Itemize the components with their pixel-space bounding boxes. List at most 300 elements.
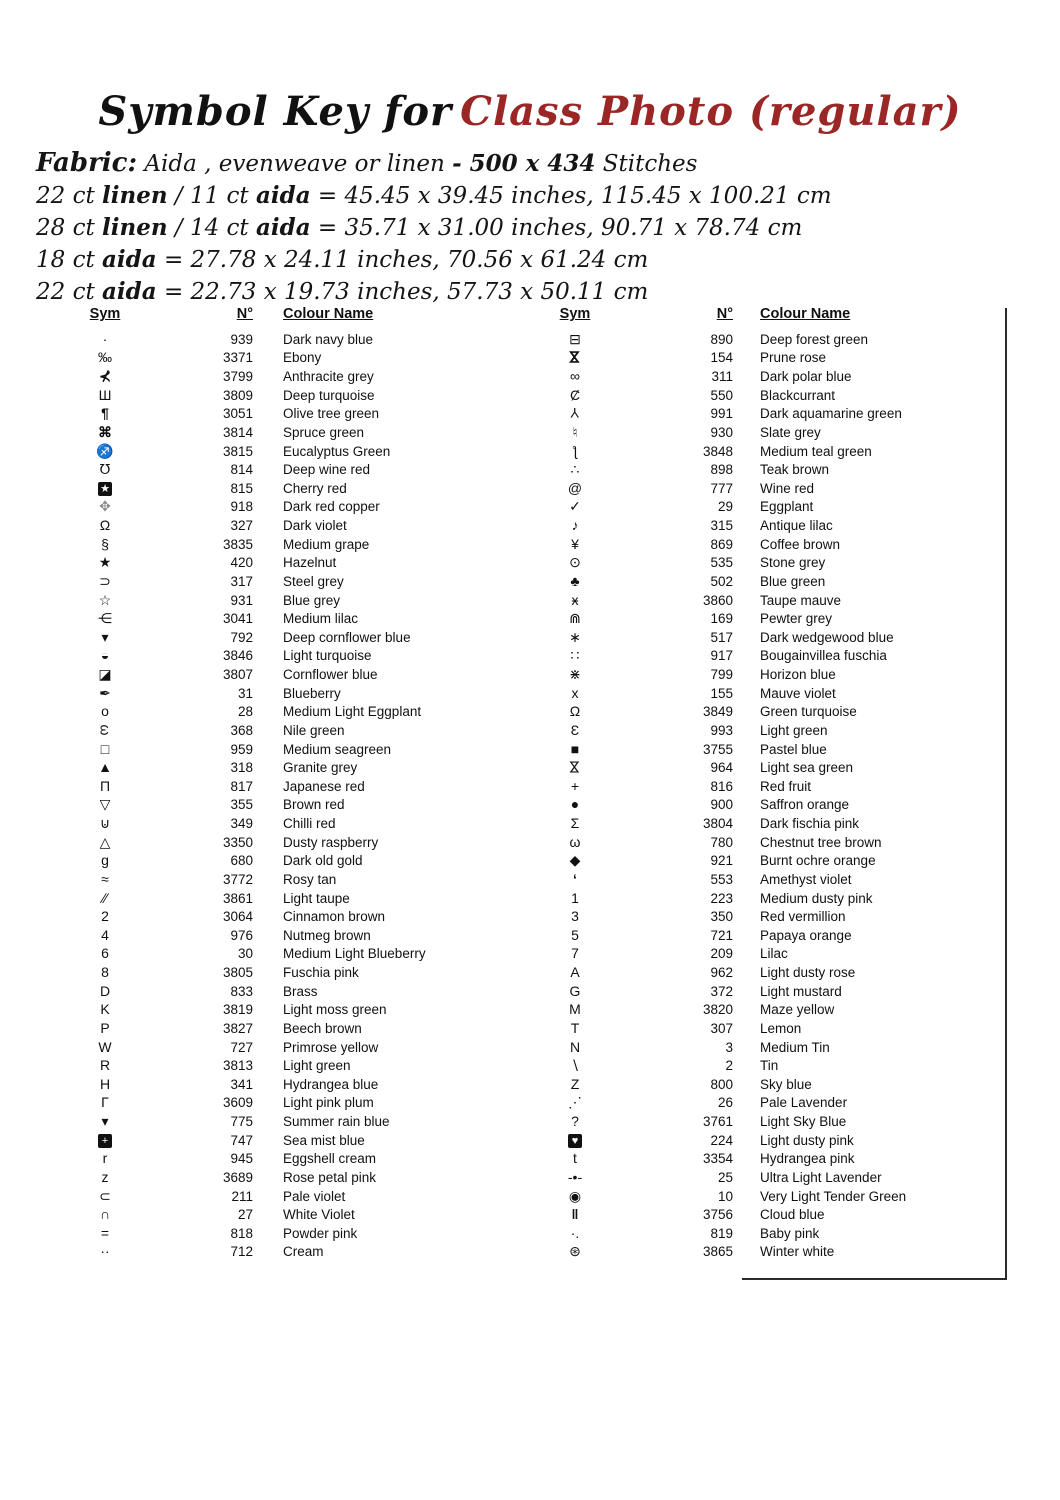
thread-number: 211 — [231, 1188, 253, 1204]
table-header-row — [60, 306, 500, 330]
stitch-symbol: @ — [567, 479, 583, 496]
key-row — [60, 405, 500, 424]
symbol-cell — [60, 891, 150, 906]
thread-number: 939 — [230, 331, 253, 347]
fabric-text: = 45.45 x 39.45 inches, 115.45 x 100.21 cm — [310, 183, 832, 209]
stitch-symbol: ◆ — [569, 852, 581, 869]
colour-name: Medium Light Blueberry — [283, 946, 426, 962]
thread-number: 3755 — [702, 741, 733, 757]
thread-number: 3689 — [222, 1169, 253, 1185]
colour-name: Hazelnut — [283, 555, 337, 571]
colour-name: Horizon blue — [760, 667, 836, 683]
symbol-cell — [535, 518, 615, 533]
stitch-symbol: -•- — [567, 1168, 583, 1185]
stitch-symbol: Γ — [101, 1094, 109, 1111]
stitch-symbol: ∖ — [570, 1057, 580, 1074]
symbol-cell — [535, 425, 615, 440]
thread-number: 3756 — [702, 1207, 733, 1223]
stitch-symbol: ∕∕ — [102, 889, 108, 906]
key-row — [535, 1187, 985, 1206]
table-header-row — [535, 306, 985, 330]
colour-name: Steel grey — [283, 573, 344, 589]
stitch-symbol: N — [569, 1038, 581, 1055]
colour-name: Nile green — [283, 722, 345, 738]
symbol-cell — [535, 1021, 615, 1036]
key-row — [535, 665, 985, 684]
key-row — [60, 758, 500, 777]
symbol-cell — [60, 1058, 150, 1073]
key-row — [60, 740, 500, 759]
thread-number: 3814 — [222, 424, 253, 440]
colour-name: Baby pink — [760, 1225, 820, 1241]
symbol-cell — [535, 1189, 615, 1204]
symbol-cell — [535, 1077, 615, 1092]
stitch-symbol: R — [99, 1057, 111, 1074]
key-row — [535, 1224, 985, 1243]
symbol-cell — [60, 835, 150, 850]
colour-name: Eggshell cream — [283, 1151, 377, 1167]
colour-name: Prune rose — [760, 350, 827, 366]
colour-name: Pewter grey — [760, 611, 833, 627]
colour-name: Dark violet — [283, 518, 347, 534]
stitch-symbol: ∴ — [570, 461, 580, 478]
thread-number: 815 — [230, 480, 253, 496]
fabric-text: aida — [255, 214, 311, 241]
symbol-cell — [535, 369, 615, 384]
thread-number: 3804 — [702, 816, 733, 832]
key-row — [535, 777, 985, 796]
colour-name: Pale violet — [283, 1188, 346, 1204]
symbol-cell — [535, 816, 615, 831]
symbol-cell — [535, 686, 615, 701]
key-row — [60, 330, 500, 349]
fabric-line — [36, 212, 832, 244]
thread-number: 3772 — [222, 871, 253, 887]
thread-number: 3860 — [702, 592, 733, 608]
symbol-cell — [60, 648, 150, 663]
symbol-cell — [60, 1040, 150, 1055]
key-row — [535, 1019, 985, 1038]
symbol-cell — [535, 332, 615, 347]
symbol-cell — [60, 1132, 150, 1148]
thread-number: 223 — [710, 890, 733, 906]
symbol-cell — [60, 1244, 150, 1259]
key-row — [60, 554, 500, 573]
colour-name: Primrose yellow — [283, 1039, 379, 1055]
thread-number: 727 — [230, 1039, 253, 1055]
symbol-cell — [535, 555, 615, 570]
key-row — [60, 1187, 500, 1206]
key-row — [535, 349, 985, 368]
fabric-text: / 14 ct — [167, 215, 256, 241]
stitch-symbol: Ω — [569, 703, 581, 720]
colour-name: Green turquoise — [760, 704, 857, 720]
thread-number: 224 — [710, 1132, 733, 1148]
key-row — [60, 367, 500, 386]
stitch-symbol: ● — [570, 796, 580, 813]
symbol-cell — [60, 1226, 150, 1241]
colour-name: Burnt ochre orange — [760, 853, 876, 869]
stitch-symbol: ⋰ — [568, 1094, 582, 1111]
symbol-cell — [535, 704, 615, 719]
thread-number: 307 — [710, 1020, 733, 1036]
thread-number: 814 — [230, 462, 253, 478]
symbol-cell — [60, 872, 150, 887]
key-row — [60, 442, 500, 461]
table-bottom-border — [742, 1278, 1007, 1280]
key-row — [535, 460, 985, 479]
stitch-symbol: ✓ — [569, 498, 581, 515]
thread-number: 777 — [710, 480, 733, 496]
symbol-cell — [60, 1021, 150, 1036]
thread-number: 3820 — [702, 1002, 733, 1018]
colour-name: Nutmeg brown — [283, 927, 371, 943]
key-row — [60, 1224, 500, 1243]
colour-name: Sky blue — [760, 1076, 812, 1092]
symbol-cell — [535, 965, 615, 980]
colour-name: Powder pink — [283, 1225, 358, 1241]
title-name: Class Photo (regular) — [460, 88, 962, 135]
stitch-symbol: ǁ — [571, 1206, 579, 1223]
colour-name: Blue green — [760, 573, 826, 589]
stitch-symbol: ♥ — [568, 1134, 582, 1148]
stitch-symbol: Ш — [98, 386, 112, 403]
colour-name: Brown red — [283, 797, 345, 813]
symbol-cell — [535, 444, 615, 459]
stitch-symbol: ■ — [570, 740, 580, 757]
thread-number: 341 — [230, 1076, 253, 1092]
stitch-symbol: 3 — [571, 908, 579, 925]
fabric-text: = 27.78 x 24.11 inches, 70.56 x 61.24 cm — [156, 247, 649, 273]
colour-name: Light moss green — [283, 1002, 387, 1018]
key-row — [60, 516, 500, 535]
colour-name: Coffee brown — [760, 536, 841, 552]
symbol-cell — [60, 946, 150, 961]
symbol-cell — [60, 1170, 150, 1185]
key-row — [60, 852, 500, 871]
symbol-cell — [535, 537, 615, 552]
fabric-line — [36, 180, 832, 212]
colour-name: Cinnamon brown — [283, 909, 386, 925]
fabric-text: 22 ct — [36, 183, 103, 209]
colour-name: Cherry red — [283, 480, 347, 496]
stitch-symbol: ω — [569, 833, 581, 850]
stitch-symbol: ⋲ — [98, 610, 112, 627]
fabric-text: 28 ct — [36, 215, 103, 241]
key-row — [535, 758, 985, 777]
key-row — [535, 591, 985, 610]
thread-number: 372 — [710, 983, 733, 999]
stitch-symbol: ω — [97, 724, 113, 736]
stitch-symbol: ✒ — [99, 684, 111, 701]
key-row — [60, 609, 500, 628]
fabric-text: = 35.71 x 31.00 inches, 90.71 x 78.74 cm — [310, 215, 803, 241]
colour-name: Red fruit — [760, 778, 812, 794]
symbol-cell — [60, 928, 150, 943]
symbol-cell — [535, 648, 615, 663]
symbol-key-table-right — [535, 306, 985, 1261]
colour-name: Light pink plum — [283, 1095, 374, 1111]
key-row — [60, 833, 500, 852]
stitch-symbol: ⊂ — [99, 1187, 111, 1204]
stitch-symbol: ƪ — [572, 442, 578, 459]
symbol-cell — [60, 350, 150, 365]
stitch-symbol: K — [100, 1001, 110, 1018]
colour-name: Tin — [760, 1058, 779, 1074]
symbol-cell — [60, 480, 150, 496]
column-header-sym: Sym — [89, 306, 121, 322]
key-row — [60, 665, 500, 684]
colour-name: Ebony — [283, 350, 322, 366]
stitch-symbol: ·· — [100, 1243, 110, 1260]
stitch-symbol: ·. — [570, 1224, 580, 1241]
thread-number: 900 — [710, 797, 733, 813]
fabric-text: 22 ct — [36, 279, 103, 305]
key-row — [535, 386, 985, 405]
thread-number: 3350 — [222, 834, 253, 850]
thread-number: 350 — [710, 909, 733, 925]
thread-number: 3815 — [222, 443, 253, 459]
thread-number: 349 — [230, 816, 253, 832]
key-row — [60, 1056, 500, 1075]
colour-name: Deep cornflower blue — [283, 629, 411, 645]
key-row — [535, 814, 985, 833]
key-row — [535, 833, 985, 852]
colour-name: Antique lilac — [760, 518, 833, 534]
key-row — [535, 796, 985, 815]
colour-name: Fuschia pink — [283, 965, 359, 981]
key-row — [60, 498, 500, 517]
colour-name: Spruce green — [283, 424, 365, 440]
colour-name: White Violet — [283, 1207, 355, 1223]
symbol-cell — [535, 797, 615, 812]
key-row — [60, 479, 500, 498]
symbol-cell — [60, 425, 150, 440]
key-row — [535, 1001, 985, 1020]
key-row — [535, 405, 985, 424]
stitch-symbol: ⊃ — [99, 572, 111, 589]
key-row — [60, 349, 500, 368]
symbol-cell — [60, 1189, 150, 1204]
thread-number: 3813 — [222, 1058, 253, 1074]
thread-number: 535 — [710, 555, 733, 571]
thread-number: 317 — [230, 573, 253, 589]
thread-number: 420 — [230, 555, 253, 571]
colour-name: Medium Light Eggplant — [283, 704, 422, 720]
thread-number: 3861 — [222, 890, 253, 906]
symbol-cell — [535, 630, 615, 645]
thread-number: 315 — [710, 518, 733, 534]
key-row — [535, 1094, 985, 1113]
fabric-text: = 22.73 x 19.73 inches, 57.73 x 50.11 cm — [156, 279, 649, 305]
key-row — [535, 1112, 985, 1131]
symbol-key-table-left — [60, 306, 500, 1261]
symbol-cell — [60, 332, 150, 347]
thread-number: 898 — [710, 462, 733, 478]
symbol-cell — [60, 1095, 150, 1110]
key-row — [60, 423, 500, 442]
stitch-symbol: · — [102, 330, 108, 347]
symbol-cell — [60, 704, 150, 719]
column-header-number: N° — [716, 306, 733, 322]
symbol-cell — [60, 369, 150, 384]
thread-number: 327 — [230, 518, 253, 534]
colour-name: Light green — [760, 722, 828, 738]
stitch-symbol: + — [570, 777, 580, 794]
colour-name: Chilli red — [283, 816, 336, 832]
key-row — [535, 516, 985, 535]
symbol-cell — [60, 1077, 150, 1092]
thread-number: 3865 — [702, 1244, 733, 1260]
thread-number: 3041 — [222, 611, 253, 627]
colour-name: Mauve violet — [760, 685, 836, 701]
colour-name: Dark polar blue — [760, 369, 852, 385]
page-title — [0, 88, 1060, 135]
key-row — [60, 926, 500, 945]
colour-name: Cornflower blue — [283, 667, 378, 683]
thread-number: 817 — [230, 778, 253, 794]
key-row — [60, 703, 500, 722]
thread-number: 917 — [710, 648, 733, 664]
colour-name: Light turquoise — [283, 648, 372, 664]
thread-number: 10 — [717, 1188, 733, 1204]
key-row — [60, 460, 500, 479]
stitch-symbol: ♣ — [570, 572, 580, 589]
colour-name: Deep wine red — [283, 462, 371, 478]
key-row — [60, 1112, 500, 1131]
colour-name: Light sea green — [760, 760, 854, 776]
stitch-symbol: 1 — [571, 889, 579, 906]
symbol-cell — [535, 388, 615, 403]
colour-name: Ultra Light Lavender — [760, 1169, 882, 1185]
stitch-symbol: M — [569, 1001, 581, 1018]
stitch-symbol: ⋇ — [569, 666, 581, 683]
key-row — [535, 1075, 985, 1094]
colour-name: Rose petal pink — [283, 1169, 377, 1185]
key-row — [60, 1150, 500, 1169]
colour-name: Medium lilac — [283, 611, 359, 627]
colour-name: Pale Lavender — [760, 1095, 848, 1111]
colour-name: Medium Tin — [760, 1039, 830, 1055]
symbol-cell — [535, 1207, 615, 1222]
symbol-cell — [60, 555, 150, 570]
thread-number: 3799 — [222, 369, 253, 385]
thread-number: 30 — [237, 946, 253, 962]
stitch-symbol: ◒ — [100, 647, 110, 664]
stitch-symbol: ▲ — [98, 759, 112, 776]
stitch-symbol: g — [101, 852, 109, 869]
colour-name: Light green — [283, 1058, 351, 1074]
fabric-text: aida — [102, 278, 157, 305]
stitch-symbol: ≈ — [101, 870, 109, 887]
symbol-cell — [535, 462, 615, 477]
symbol-cell — [535, 499, 615, 514]
symbol-cell — [535, 611, 615, 626]
thread-number: 780 — [710, 834, 733, 850]
stitch-symbol: ♐ — [96, 442, 114, 459]
key-row — [535, 535, 985, 554]
thread-number: 3846 — [222, 648, 253, 664]
symbol-cell — [60, 499, 150, 514]
stitch-symbol: ✥ — [99, 498, 111, 515]
key-row — [60, 1019, 500, 1038]
stitch-symbol: ⌘ — [98, 423, 112, 440]
key-row — [60, 1205, 500, 1224]
thread-number: 3835 — [222, 536, 253, 552]
thread-number: 311 — [711, 369, 733, 385]
symbol-cell — [60, 779, 150, 794]
stitch-symbol: ▽ — [99, 796, 111, 813]
symbol-cell — [535, 593, 615, 608]
colour-name: Saffron orange — [760, 797, 850, 813]
colour-name: Olive tree green — [283, 406, 380, 422]
symbol-cell — [60, 909, 150, 924]
key-row — [535, 554, 985, 573]
stitch-symbol: ¥ — [571, 535, 579, 552]
key-row — [535, 367, 985, 386]
thread-number: 921 — [710, 853, 733, 869]
colour-name: Blueberry — [283, 685, 341, 701]
symbol-cell — [60, 760, 150, 775]
key-row — [60, 1094, 500, 1113]
symbol-cell — [535, 406, 615, 421]
thread-number: 712 — [230, 1244, 253, 1260]
stitch-symbol: P — [100, 1019, 110, 1036]
stitch-symbol: ▾ — [101, 1113, 109, 1130]
thread-number: 991 — [710, 406, 733, 422]
thread-number: 964 — [710, 760, 733, 776]
stitch-symbol: ◪ — [98, 666, 112, 683]
table-right-border — [1005, 308, 1007, 1280]
key-row — [535, 852, 985, 871]
symbol-cell — [535, 909, 615, 924]
symbol-cell — [60, 686, 150, 701]
symbol-cell — [60, 388, 150, 403]
key-row — [60, 907, 500, 926]
colour-name: Eggplant — [760, 499, 814, 515]
thread-number: 3761 — [702, 1114, 733, 1130]
thread-number: 3849 — [702, 704, 733, 720]
stitch-symbol: ⊀ — [99, 368, 111, 385]
symbol-cell — [60, 797, 150, 812]
symbol-cell — [60, 1207, 150, 1222]
key-row — [60, 1075, 500, 1094]
stitch-symbol: o — [101, 703, 109, 720]
colour-name: Light taupe — [283, 890, 350, 906]
title-prefix: Symbol Key for — [98, 88, 453, 135]
key-row — [60, 1243, 500, 1262]
thread-number: 155 — [710, 685, 733, 701]
thread-number: 3848 — [702, 443, 733, 459]
thread-number: 833 — [230, 983, 253, 999]
stitch-symbol: H — [99, 1075, 111, 1092]
key-row — [535, 721, 985, 740]
colour-name: Blue grey — [283, 592, 341, 608]
symbol-cell — [60, 630, 150, 645]
stitch-symbol: 8 — [101, 964, 109, 981]
fabric-info — [36, 148, 832, 308]
colour-name: Lilac — [760, 946, 788, 962]
fabric-text: Aida , evenweave or linen — [137, 151, 453, 177]
key-row — [60, 1131, 500, 1150]
key-row — [535, 1150, 985, 1169]
colour-name: Medium dusty pink — [760, 890, 873, 906]
thread-number: 550 — [710, 387, 733, 403]
symbol-cell — [535, 723, 615, 738]
stitch-symbol: ∗ — [569, 628, 581, 645]
thread-number: 775 — [230, 1114, 253, 1130]
symbol-cell — [535, 1040, 615, 1055]
